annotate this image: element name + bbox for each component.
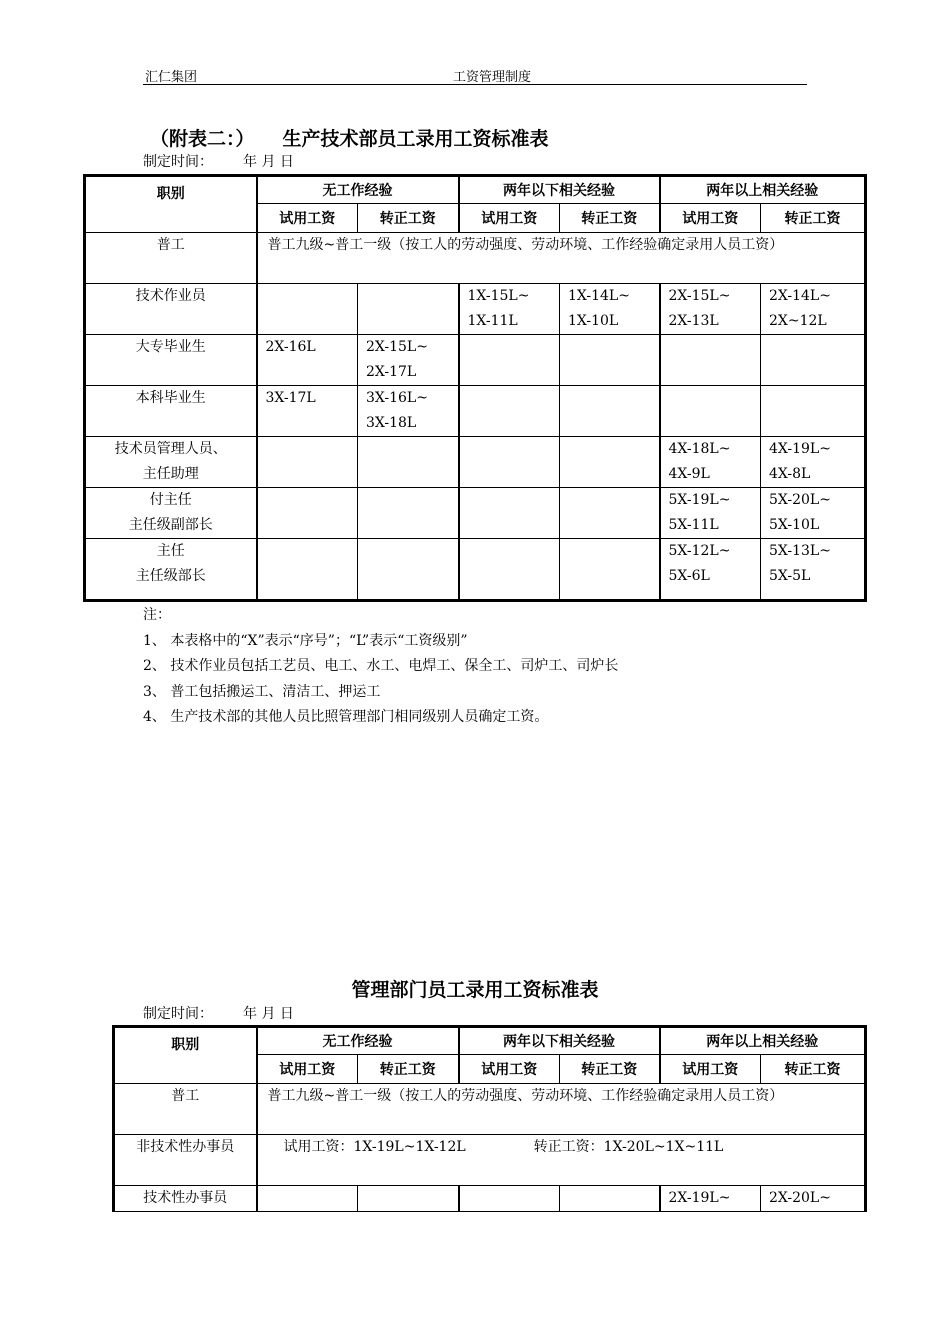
table1-date-label: 制定时间：: [143, 154, 213, 170]
salary-cell: [358, 386, 459, 437]
salary-cell: [257, 386, 358, 437]
salary-line: 2X-16L: [265, 339, 316, 355]
salary-cell: [560, 335, 660, 386]
row-role: 非技术性办事员: [114, 1135, 257, 1186]
salary-line: 3X-17L: [265, 390, 316, 406]
salary-line: 5X-5L: [769, 568, 811, 584]
production-salary-table: [83, 174, 867, 602]
salary-cell: [761, 335, 866, 386]
row-role: 技术性办事员: [114, 1186, 257, 1212]
nontech-salary: [257, 1135, 866, 1186]
salary-line: 3X-16L~: [366, 390, 428, 406]
salary-cell: [459, 539, 560, 601]
role-line: 主任级部长: [135, 568, 206, 584]
salary-cell: [257, 437, 358, 488]
document-title: 工资管理制度: [453, 70, 532, 85]
role-line: 主任助理: [142, 466, 199, 482]
salary-cell: [660, 335, 761, 386]
role-line: 技术作业员: [135, 288, 206, 304]
sub-header: 试用工资: [660, 1055, 761, 1084]
note-item: 3、 普工包括搬运工、清洁工、押运工: [143, 683, 381, 700]
salary-line: 5X-11L: [668, 517, 719, 533]
salary-line: 2X-15L~: [366, 339, 428, 355]
salary-cell: [761, 539, 866, 601]
salary-line: 2X~12L: [769, 313, 827, 329]
group-header: 无工作经验: [257, 176, 459, 204]
group-header: 两年以下相关经验: [459, 1027, 660, 1055]
table2-date: [143, 1003, 294, 1023]
sub-header: 试用工资: [257, 1055, 358, 1084]
nontech-formal: 转正工资：1X-20L~1X~11L: [533, 1139, 724, 1155]
salary-line: 4X-19L~: [769, 441, 831, 457]
row-role: [85, 437, 257, 488]
salary-cell: [257, 539, 358, 601]
sub-header: 转正工资: [358, 204, 459, 233]
table1-date-fields: 年 月 日: [243, 154, 294, 170]
salary-cell: [560, 488, 660, 539]
salary-line: 5X-10L: [769, 517, 820, 533]
role-line: 主任级副部长: [128, 517, 213, 533]
sub-header: 试用工资: [459, 1055, 560, 1084]
salary-cell: [761, 488, 866, 539]
salary-cell: [358, 284, 459, 335]
salary-line: 1X-10L: [568, 313, 619, 329]
sub-header: 试用工资: [459, 204, 560, 233]
page-header: [143, 64, 807, 85]
salary-line: 5X-20L~: [769, 492, 831, 508]
role-line: 本科毕业生: [135, 390, 206, 406]
salary-line: 1X-14L~: [568, 288, 630, 304]
salary-line: 1X-15L~: [467, 288, 530, 304]
salary-cell: [761, 437, 866, 488]
salary-line: 2X-14L~: [769, 288, 831, 304]
salary-cell: [257, 1186, 358, 1212]
salary-cell: [459, 335, 560, 386]
row-role: [85, 539, 257, 601]
role-line: 主任: [156, 543, 185, 559]
role-line: 技术员管理人员、: [114, 441, 227, 457]
note-item: 2、 技术作业员包括工艺员、电工、水工、电焊工、保全工、司炉工、司炉长: [143, 658, 619, 674]
role-line: 大专毕业生: [135, 339, 206, 355]
group-header: 无工作经验: [257, 1027, 459, 1055]
salary-cell: [560, 284, 660, 335]
note-item: 1、 本表格中的“X”表示“序号”；“L”表示“工资级别”: [143, 632, 468, 649]
salary-cell: [459, 284, 560, 335]
salary-line: 5X-19L~: [668, 492, 731, 508]
sub-header: 转正工资: [560, 204, 660, 233]
salary-cell: [358, 539, 459, 601]
salary-cell: [660, 539, 761, 601]
table1-date: [143, 151, 294, 171]
sub-header: 转正工资: [761, 204, 866, 233]
salary-line: 2X-13L: [668, 313, 719, 329]
salary-cell: [761, 284, 866, 335]
salary-line: 5X-13L~: [769, 543, 831, 559]
group-header: 两年以下相关经验: [459, 176, 660, 204]
salary-cell: [560, 1186, 660, 1212]
note-item: 4、 生产技术部的其他人员比照管理部门相同级别人员确定工资。: [143, 709, 549, 725]
table1-title: [150, 124, 549, 151]
table1-title-prefix: （附表二：）: [150, 128, 255, 150]
salary-line: 5X-12L~: [668, 543, 731, 559]
sub-header: 转正工资: [761, 1055, 866, 1084]
salary-cell: [660, 386, 761, 437]
table1-title-text: 生产技术部员工录用工资标准表: [282, 128, 549, 150]
salary-cell: [660, 284, 761, 335]
salary-cell: [459, 488, 560, 539]
salary-cell: [257, 284, 358, 335]
row-role: [85, 488, 257, 539]
salary-cell: [257, 335, 358, 386]
salary-cell: [459, 1186, 560, 1212]
salary-line: 2X-15L~: [668, 288, 731, 304]
company-name: 汇仁集团: [145, 70, 198, 85]
salary-cell: [660, 437, 761, 488]
nontech-trial: 试用工资：1X-19L~1X-12L: [283, 1139, 466, 1155]
role-header: 职别: [114, 1027, 257, 1084]
management-salary-table: [112, 1025, 867, 1212]
sub-header: 转正工资: [358, 1055, 459, 1084]
salary-line: 2X-17L: [366, 364, 417, 380]
salary-cell: [358, 1186, 459, 1212]
salary-cell: [459, 386, 560, 437]
pugong-description: 普工九级~普工一级（按工人的劳动强度、劳动环境、工作经验确定录用人员工资）: [257, 1084, 866, 1135]
salary-cell: [358, 488, 459, 539]
row-role: [85, 386, 257, 437]
table2-title: 管理部门员工录用工资标准表: [351, 979, 599, 1001]
salary-cell: [358, 437, 459, 488]
role-line: 付主任: [149, 492, 192, 508]
notes-label: 注：: [143, 607, 171, 623]
salary-cell: [660, 488, 761, 539]
row-role: [85, 284, 257, 335]
table2-date-fields: 年 月 日: [243, 1006, 294, 1022]
table2-date-label: 制定时间：: [143, 1006, 213, 1022]
group-header: 两年以上相关经验: [660, 1027, 866, 1055]
role-header: 职别: [85, 176, 257, 233]
notes: [143, 603, 618, 731]
salary-cell: [761, 386, 866, 437]
salary-cell: [358, 335, 459, 386]
sub-header: 试用工资: [660, 204, 761, 233]
pugong-description: 普工九级~普工一级（按工人的劳动强度、劳动环境、工作经验确定录用人员工资）: [257, 233, 866, 284]
row-role: [85, 335, 257, 386]
salary-line: 4X-18L~: [668, 441, 731, 457]
sub-header: 试用工资: [257, 204, 358, 233]
salary-cell: [459, 437, 560, 488]
salary-cell: 2X-19L~: [660, 1186, 761, 1212]
salary-line: 1X-11L: [467, 313, 518, 329]
salary-cell: [257, 488, 358, 539]
row-role: 普工: [114, 1084, 257, 1135]
salary-cell: [560, 539, 660, 601]
salary-line: 3X-18L: [366, 415, 417, 431]
salary-cell: [560, 437, 660, 488]
group-header: 两年以上相关经验: [660, 176, 866, 204]
row-role: 普工: [85, 233, 257, 284]
salary-line: 4X-9L: [668, 466, 710, 482]
salary-cell: 2X-20L~: [761, 1186, 866, 1212]
salary-line: 5X-6L: [668, 568, 710, 584]
salary-line: 4X-8L: [769, 466, 811, 482]
sub-header: 转正工资: [560, 1055, 660, 1084]
salary-cell: [560, 386, 660, 437]
